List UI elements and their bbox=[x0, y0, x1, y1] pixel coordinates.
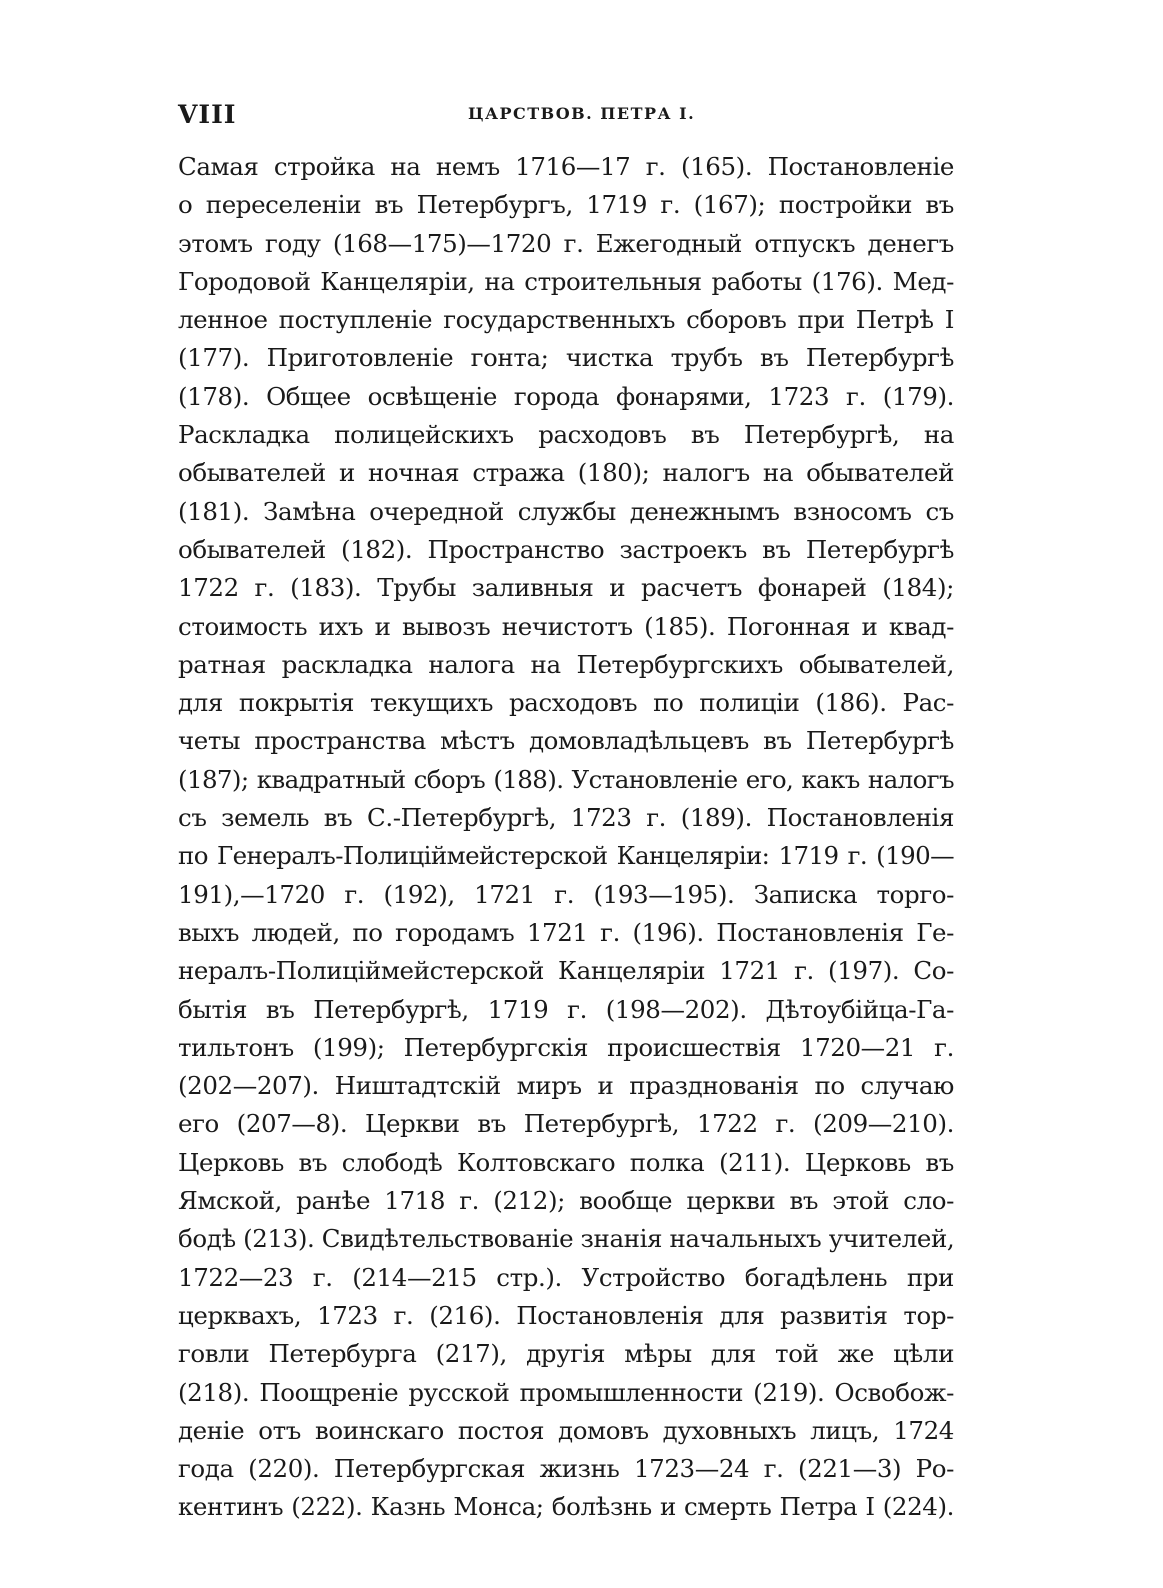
text-line: Городовой Канцеляріи, на строительныя работы (176). Мед- bbox=[178, 266, 954, 296]
text-line: обывателей и ночная стража (180); налогъ на обывателей bbox=[178, 458, 954, 488]
text-line: четы пространства мѣстъ домовладѣльцевъ въ Петербургѣ bbox=[178, 726, 954, 756]
text-line: по Генералъ-Полиціймейстерской Канцеляріи: 1719 г. (190— bbox=[178, 841, 954, 871]
text-line: съ земель въ С.-Петербургѣ, 1723 г. (189). Постановленія bbox=[178, 803, 954, 833]
text-line: выхъ людей, по городамъ 1721 г. (196). Постановленія Ге- bbox=[178, 917, 954, 947]
text-line: 191),—1720 г. (192), 1721 г. (193—195). Записка торго- bbox=[178, 879, 954, 909]
text-line: (218). Поощреніе русской промышленности (219). Освобож- bbox=[178, 1377, 954, 1407]
running-head: ЦАРСТВОВ. ПЕТРА I. bbox=[468, 104, 696, 123]
text-line: Самая стройка на немъ 1716—17 г. (165). Постановленіе bbox=[178, 152, 954, 181]
text-line: (187); квадратный сборъ (188). Установленіе его, какъ налогъ bbox=[178, 764, 954, 794]
text-line: 1722 г. (183). Трубы заливныя и расчетъ фонарей (184); bbox=[178, 573, 954, 603]
text-line: стоимость ихъ и вывозъ нечистотъ (185). Погонная и квад- bbox=[178, 611, 954, 641]
text-line: бодѣ (213). Свидѣтельствованіе знанія начальныхъ учителей, bbox=[178, 1224, 954, 1254]
text-line: 1722—23 г. (214—215 стр.). Устройство богадѣлень при bbox=[178, 1262, 954, 1292]
text-line: деніе отъ воинскаго постоя домовъ духовныхъ лицъ, 1724 bbox=[178, 1415, 954, 1445]
text-line: бытія въ Петербургѣ, 1719 г. (198—202). Дѣтоубійца-Га- bbox=[178, 994, 954, 1024]
text-line: ленное поступленіе государственныхъ сборовъ при Петрѣ I bbox=[178, 305, 954, 335]
text-line: его (207—8). Церкви въ Петербургѣ, 1722 г. (209—210). bbox=[178, 1109, 954, 1139]
text-line: этомъ году (168—175)—1720 г. Ежегодный отпускъ денегъ bbox=[178, 228, 954, 258]
text-line: (181). Замѣна очередной службы денежнымъ взносомъ съ bbox=[178, 496, 954, 526]
text-line: кентинъ (222). Казнь Монса; болѣзнь и смерть Петра I (224). bbox=[178, 1492, 954, 1522]
text-line: нералъ-Полиціймейстерской Канцеляріи 1721 г. (197). Со- bbox=[178, 956, 954, 986]
text-line: церквахъ, 1723 г. (216). Постановленія для развитія тор- bbox=[178, 1300, 954, 1330]
text-line: (202—207). Ништадтскій миръ и празднованія по случаю bbox=[178, 1071, 954, 1101]
page-number: VIII bbox=[178, 100, 237, 129]
text-line: тильтонъ (199); Петербургскія происшествія 1720—21 г. bbox=[178, 1032, 954, 1062]
text-line: для покрытія текущихъ расходовъ по полиціи (186). Рас- bbox=[178, 688, 954, 718]
text-line: (178). Общее освѣщеніе города фонарями, 1723 г. (179). bbox=[178, 381, 954, 411]
text-line: Ямской, ранѣе 1718 г. (212); вообще церкви въ этой сло- bbox=[178, 1186, 954, 1216]
text-line: говли Петербурга (217), другія мѣры для той же цѣли bbox=[178, 1339, 954, 1369]
body-text bbox=[178, 148, 954, 1527]
text-line: о переселеніи въ Петербургъ, 1719 г. (167); постройки въ bbox=[178, 190, 954, 220]
text-line: года (220). Петербургская жизнь 1723—24 г. (221—3) Ро- bbox=[178, 1454, 954, 1484]
text-line: обывателей (182). Пространство застроекъ въ Петербургѣ bbox=[178, 534, 954, 564]
page-header bbox=[178, 100, 948, 136]
text-line: Раскладка полицейскихъ расходовъ въ Петербургѣ, на bbox=[178, 420, 954, 450]
text-line: (177). Приготовленіе гонта; чистка трубъ въ Петербургѣ bbox=[178, 343, 954, 373]
text-line: Церковь въ слободѣ Колтовскаго полка (211). Церковь въ bbox=[178, 1147, 954, 1177]
text-line: ратная раскладка налога на Петербургскихъ обывателей, bbox=[178, 649, 954, 679]
